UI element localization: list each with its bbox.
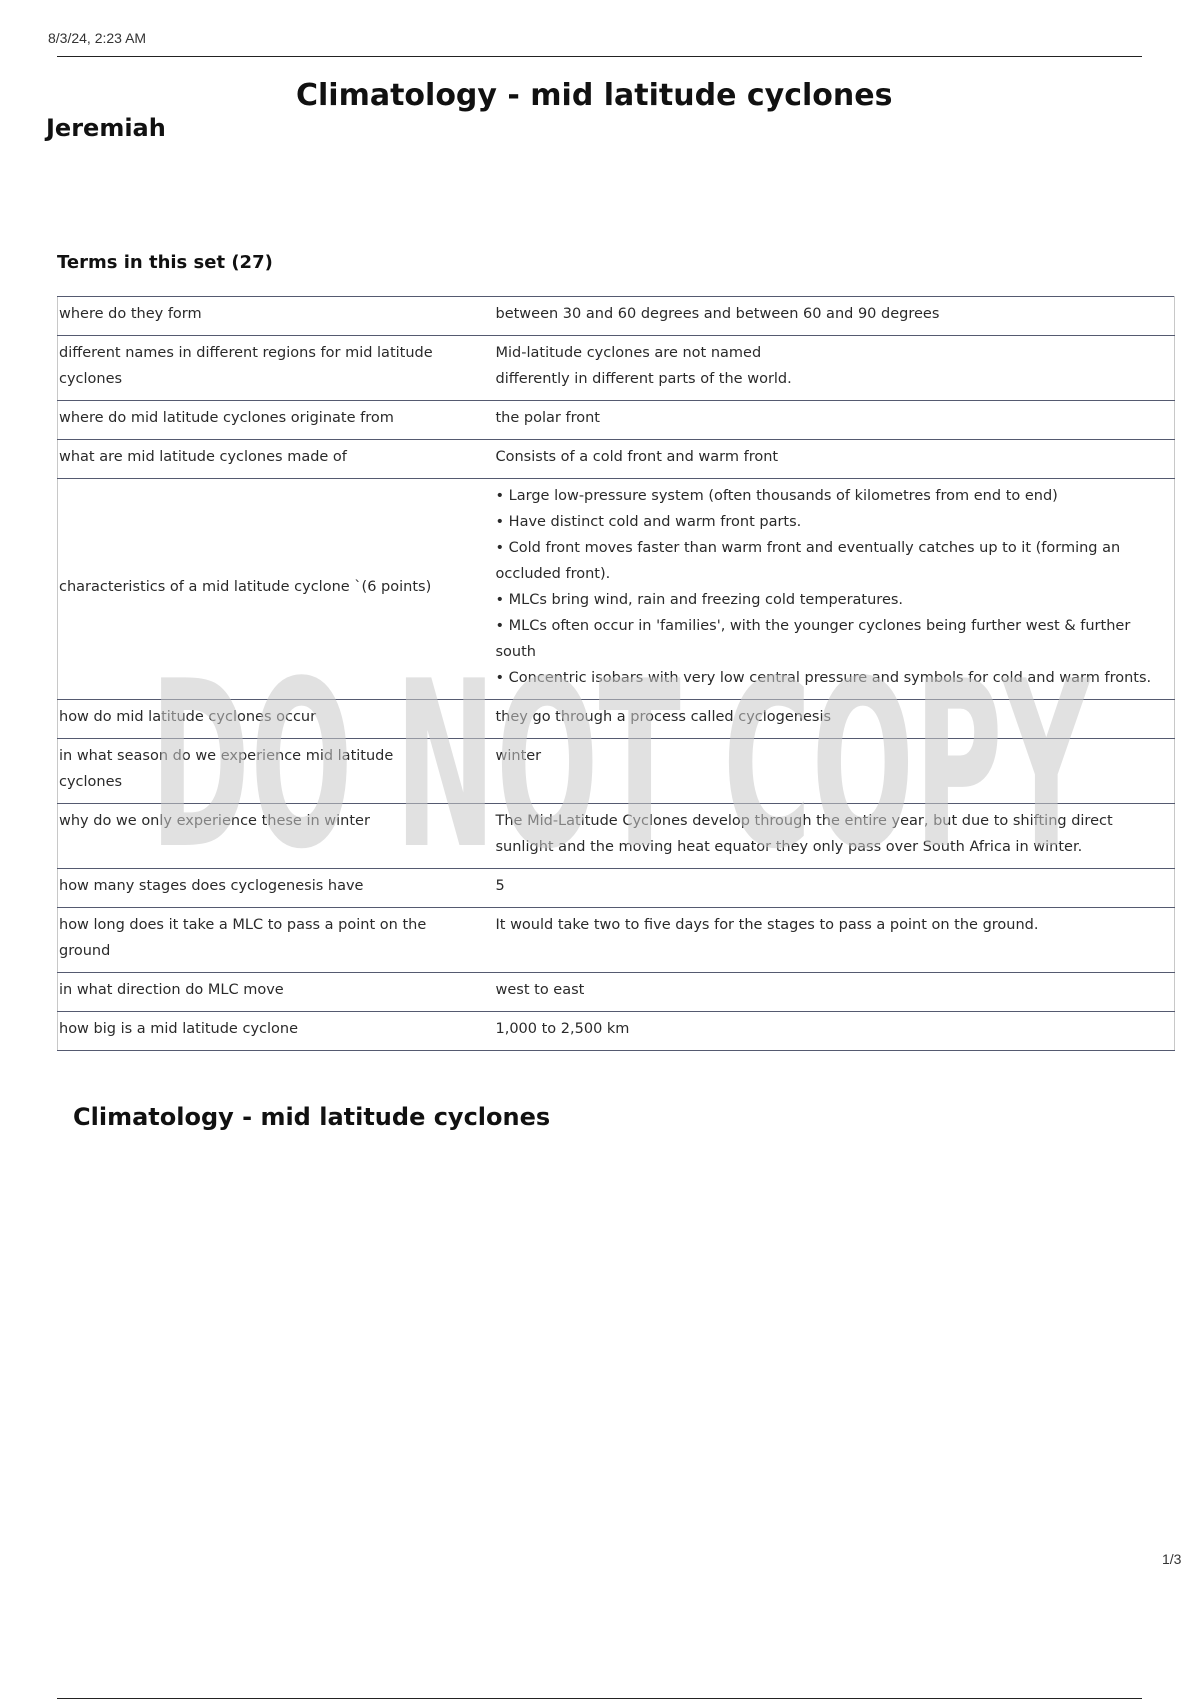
term-cell: where do mid latitude cyclones originate from	[58, 401, 438, 440]
term-cell: in what season do we experience mid latitude cyclones	[58, 739, 438, 804]
definition-line: • MLCs bring wind, rain and freezing cold temperatures.	[495, 592, 904, 608]
author-name: Jeremiah	[46, 114, 166, 142]
watermark-text: DO NOT COPY	[150, 640, 1092, 880]
definition-line: • Large low-pressure system (often thousands of kilometres from end to end)	[495, 488, 1058, 504]
term-cell: characteristics of a mid latitude cyclone `(6 points)	[58, 479, 438, 700]
print-date: 8/3/24, 2:23 AM	[48, 30, 147, 46]
definition-line: they go through a process called cyclogenesis	[495, 709, 832, 725]
definition-cell	[438, 440, 1175, 479]
term-cell: how do mid latitude cyclones occur	[58, 700, 438, 739]
definition-line: west to east	[495, 982, 585, 998]
term-cell: how long does it take a MLC to pass a point on the ground	[58, 908, 438, 973]
table-row	[58, 297, 1175, 336]
table-row	[58, 739, 1175, 804]
term-cell: what are mid latitude cyclones made of	[58, 440, 438, 479]
definition-line: between 30 and 60 degrees and between 60 and 90 degrees	[495, 306, 940, 322]
definition-cell	[438, 804, 1175, 869]
definition-line: 5	[495, 878, 505, 894]
definition-line: differently in different parts of the world.	[495, 371, 792, 387]
table-row	[58, 973, 1175, 1012]
table-row	[58, 804, 1175, 869]
table-row	[58, 336, 1175, 401]
definition-cell	[438, 869, 1175, 908]
definition-line: It would take two to five days for the stages to pass a point on the ground.	[495, 917, 1039, 933]
table-row	[58, 700, 1175, 739]
definition-cell	[438, 973, 1175, 1012]
definition-line: • MLCs often occur in 'families', with the younger cyclones being further west & further south	[495, 618, 1131, 660]
terms-heading: Terms in this set (27)	[57, 252, 273, 273]
top-divider	[57, 56, 1142, 57]
term-cell: different names in different regions for mid latitude cyclones	[58, 336, 438, 401]
term-cell: where do they form	[58, 297, 438, 336]
definition-line: • Concentric isobars with very low central pressure and symbols for cold and warm fronts.	[495, 670, 1152, 686]
definition-cell	[438, 479, 1175, 700]
definition-cell	[438, 908, 1175, 973]
term-cell: why do we only experience these in winter	[58, 804, 438, 869]
definition-line: The Mid-Latitude Cyclones develop through the entire year, but due to shifting direct sunlight and the moving heat equator they only pass over South Africa in winter.	[495, 813, 1113, 855]
definition-line: Mid-latitude cyclones are not named	[495, 345, 762, 361]
definition-line: the polar front	[495, 410, 600, 426]
table-row	[58, 869, 1175, 908]
table-row	[58, 401, 1175, 440]
definition-cell	[438, 739, 1175, 804]
definition-line: Consists of a cold front and warm front	[495, 449, 779, 465]
table-row	[58, 1012, 1175, 1051]
definition-line: 1,000 to 2,500 km	[495, 1021, 630, 1037]
term-cell: in what direction do MLC move	[58, 973, 438, 1012]
term-cell: how big is a mid latitude cyclone	[58, 1012, 438, 1051]
definition-cell	[438, 401, 1175, 440]
terms-table	[57, 296, 1175, 1051]
term-cell: how many stages does cyclogenesis have	[58, 869, 438, 908]
table-row	[58, 440, 1175, 479]
definition-cell	[438, 297, 1175, 336]
definition-cell	[438, 336, 1175, 401]
definition-line: • Cold front moves faster than warm front and eventually catches up to it (forming an occluded front).	[495, 540, 1121, 582]
definition-cell	[438, 1012, 1175, 1051]
definition-line: • Have distinct cold and warm front parts.	[495, 514, 802, 530]
definition-line: winter	[495, 748, 542, 764]
footer-title: Climatology - mid latitude cyclones	[73, 1103, 551, 1131]
table-row	[58, 479, 1175, 700]
page-title: Climatology - mid latitude cyclones	[296, 78, 893, 113]
table-row	[58, 908, 1175, 973]
bottom-divider	[57, 1698, 1142, 1699]
page-number: 1/3	[1162, 1551, 1182, 1567]
definition-cell	[438, 700, 1175, 739]
